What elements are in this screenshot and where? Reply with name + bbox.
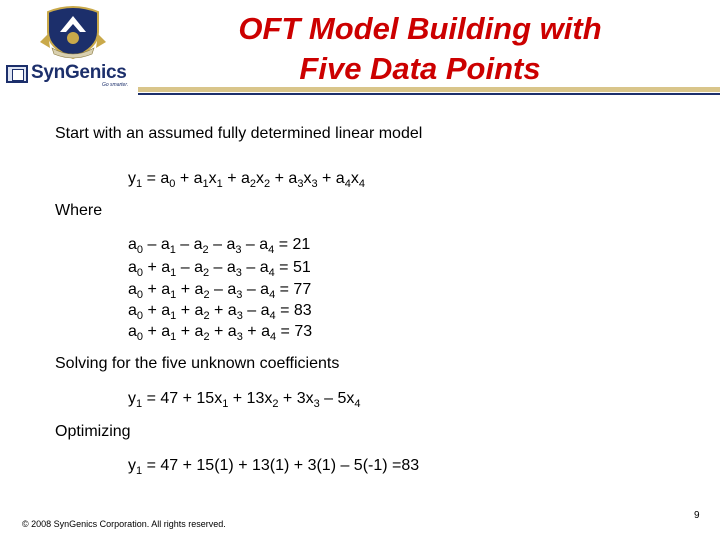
subscript: 0 [136, 331, 144, 343]
constraint-equation-1 [128, 235, 310, 255]
subscript: 3 [236, 310, 243, 322]
subscript: 1 [169, 244, 176, 256]
slide-title-line-2: Five Data Points [299, 51, 541, 86]
equation-term: = a [142, 170, 170, 187]
equation-term: – a [175, 236, 203, 253]
equation-term: + a [143, 302, 171, 319]
subscript: 2 [203, 331, 210, 343]
equation-term: – a [176, 259, 203, 276]
subscript: 1 [170, 310, 177, 322]
copyright-notice: © 2008 SynGenics Corporation. All rights reserved. [22, 519, 226, 529]
subscript: 3 [311, 178, 318, 190]
subscript: 3 [235, 244, 242, 256]
subscript: 3 [297, 178, 304, 190]
equation-term: = 47 + 15x [142, 390, 223, 407]
equation-term: x [303, 170, 312, 187]
subscript: 0 [136, 289, 144, 301]
equation-term: + a [176, 302, 204, 319]
equation-term: + a [143, 281, 171, 298]
subscript: 1 [216, 178, 223, 190]
subscript: 2 [264, 178, 271, 190]
solving-label: Solving for the five unknown coefficients [55, 355, 340, 372]
slide-title [200, 9, 640, 89]
subscript: 1 [170, 267, 177, 279]
equation-term: y [128, 170, 136, 187]
subscript: 1 [170, 331, 177, 343]
constraint-equation-4 [128, 301, 312, 321]
subscript: 3 [235, 267, 242, 279]
air-force-emblem-icon [38, 4, 108, 60]
equation-term: a [128, 323, 137, 340]
equation-term: – a [242, 302, 270, 319]
equation-term: – a [241, 236, 269, 253]
subscript: 0 [136, 244, 144, 256]
equation-term: + a [209, 323, 237, 340]
subscript: 0 [136, 310, 144, 322]
equation-term: + 3x [278, 390, 314, 407]
equation-term: = 51 [274, 259, 311, 276]
subscript: 4 [269, 331, 277, 343]
equation-term: + a [176, 281, 204, 298]
subscript: 2 [249, 178, 257, 190]
subscript: 4 [344, 178, 351, 190]
linear-model-equation [128, 169, 365, 189]
equation-term: + a [317, 170, 345, 187]
subscript: 2 [202, 244, 209, 256]
subscript: 3 [236, 289, 243, 301]
header-divider-navy [138, 93, 720, 95]
subscript: 4 [358, 178, 365, 190]
equation-term: – a [208, 236, 236, 253]
subscript: 2 [202, 267, 210, 279]
subscript: 0 [136, 267, 144, 279]
equation-term: x [256, 170, 265, 187]
equation-term: a [128, 281, 137, 298]
equation-term: x [208, 170, 217, 187]
subscript: 1 [222, 398, 229, 410]
equation-term: – a [209, 259, 236, 276]
equation-term: + a [176, 323, 204, 340]
equation-term: + a [143, 259, 171, 276]
subscript: 4 [269, 289, 276, 301]
equation-term: a [128, 236, 137, 253]
where-label: Where [55, 202, 103, 219]
equation-term: = 21 [274, 236, 311, 253]
syngenics-logo [6, 60, 136, 90]
equation-term: – a [209, 281, 237, 298]
equation-term: – a [241, 259, 269, 276]
subscript: 2 [272, 398, 279, 410]
equation-term: + a [242, 323, 270, 340]
page-number: 9 [694, 510, 700, 521]
equation-term: – a [143, 236, 170, 253]
syngenics-tagline: Go smarter. [102, 82, 129, 88]
equation-term: y [128, 390, 136, 407]
syngenics-brand-text: SynGenics [31, 62, 127, 83]
equation-term: = 47 + 15(1) + 13(1) + 3(1) – 5(-1) =83 [142, 457, 420, 474]
subscript: 4 [354, 398, 361, 410]
subscript: 4 [269, 310, 276, 322]
optimum-equation [128, 456, 419, 476]
constraint-equation-3 [128, 280, 311, 300]
slide-title-line-1: OFT Model Building with [238, 11, 602, 46]
equation-term: + a [222, 170, 250, 187]
equation-term: = 77 [275, 281, 312, 298]
equation-term: = 73 [276, 323, 313, 340]
equation-term: + a [270, 170, 298, 187]
equation-term: a [128, 302, 137, 319]
syngenics-logo-mark-icon [6, 65, 28, 83]
subscript: 2 [203, 310, 210, 322]
intro-text: Start with an assumed fully determined linear model [55, 125, 423, 142]
optimizing-label: Optimizing [55, 423, 131, 440]
subscript: 1 [136, 398, 143, 410]
equation-term: – 5x [319, 390, 355, 407]
equation-term: x [350, 170, 359, 187]
subscript: 0 [169, 178, 176, 190]
subscript: 1 [202, 178, 209, 190]
constraint-equation-2 [128, 258, 311, 278]
subscript: 1 [170, 289, 177, 301]
subscript: 2 [203, 289, 210, 301]
subscript: 1 [136, 465, 143, 477]
equation-term: = 83 [275, 302, 312, 319]
subscript: 4 [268, 244, 275, 256]
equation-term: – a [242, 281, 270, 298]
equation-term: a [128, 259, 137, 276]
constraint-equation-5 [128, 322, 312, 342]
solved-model-equation [128, 389, 361, 409]
subscript: 1 [136, 178, 143, 190]
subscript: 3 [313, 398, 320, 410]
equation-term: + a [175, 170, 203, 187]
equation-term: + 13x [228, 390, 273, 407]
header-divider-gold [138, 87, 720, 92]
equation-term: + a [143, 323, 171, 340]
equation-term: + a [209, 302, 237, 319]
equation-term: y [128, 457, 136, 474]
subscript: 4 [268, 267, 275, 279]
subscript: 3 [236, 331, 243, 343]
